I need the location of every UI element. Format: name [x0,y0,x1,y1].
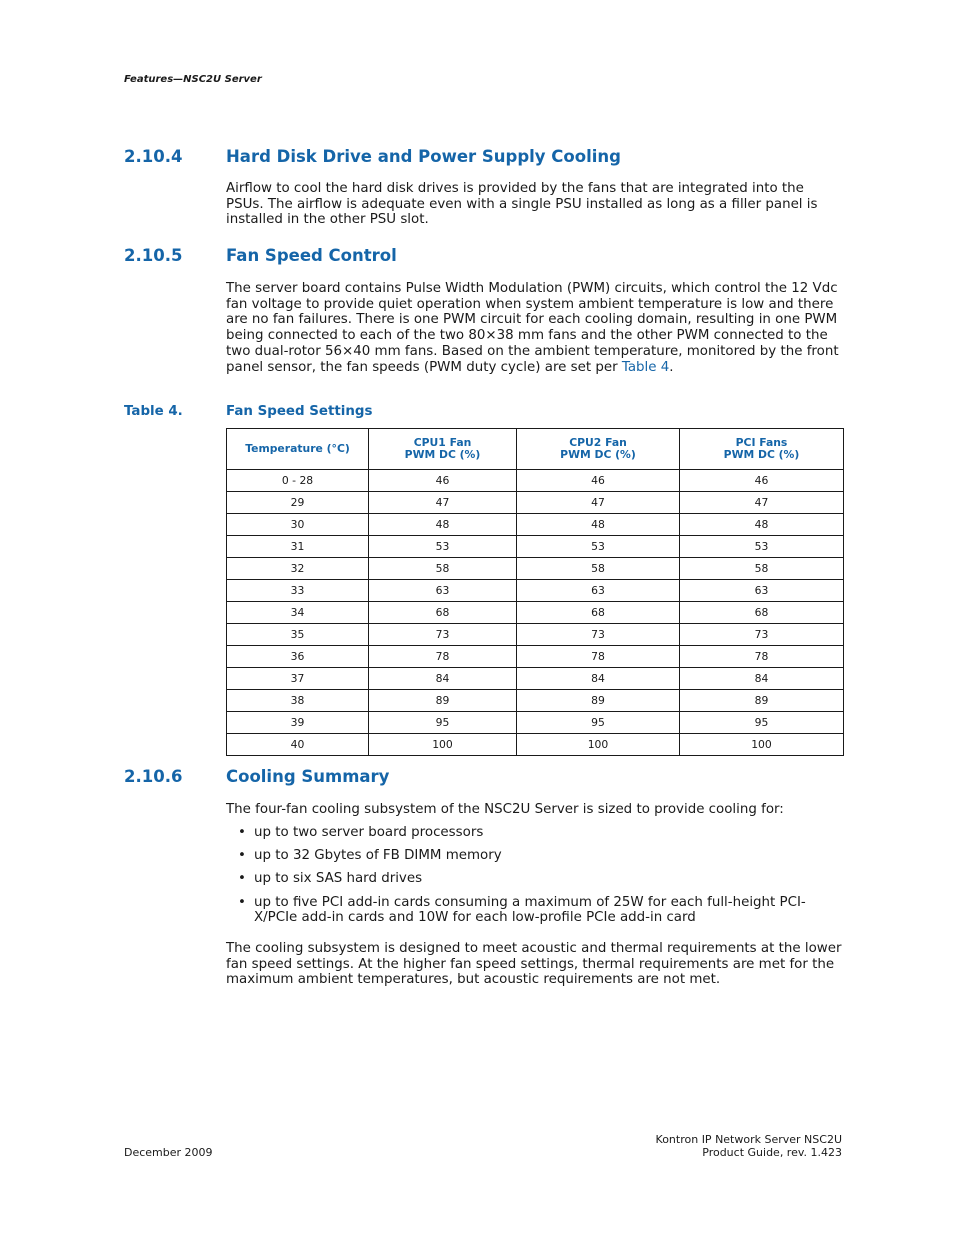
section-number: 2.10.4 [124,147,183,166]
table-cell: 73 [680,624,844,646]
fan-speed-settings-table [226,428,844,756]
table-cell: 95 [517,712,680,734]
table-cell: 78 [680,646,844,668]
table-cell: 63 [517,580,680,602]
table-cell: 38 [227,690,369,712]
table-4-link[interactable]: Table 4 [621,359,670,375]
table-cell: 84 [517,668,680,690]
table-row [227,690,844,712]
table-cell: 78 [517,646,680,668]
cooling-summary-intro [226,802,844,818]
footer-date: December 2009 [124,1146,213,1159]
paragraph-text: The four-fan cooling subsystem of the NSC2U Server is sized to provide cooling for: [226,802,784,817]
list-item: • up to five PCI add-in cards consuming a maximum of 25W for each full-height PCI-X/PCIe add-in cards and 10W for each low-profile PCIe add-in card [238,894,806,926]
table-cell: 100 [517,734,680,756]
paragraph-text [226,281,844,375]
table-cell: 35 [227,624,369,646]
table-cell: 46 [369,470,517,492]
table-cell: 84 [369,668,517,690]
table-cell: 39 [227,712,369,734]
table-cell: 29 [227,492,369,514]
table-row [227,646,844,668]
table-cell: 73 [517,624,680,646]
table-cell: 63 [680,580,844,602]
header-cpu1-fan: CPU1 Fan PWM DC (%) [369,429,517,470]
table-cell: 58 [680,558,844,580]
table-cell: 34 [227,602,369,624]
table-cell: 47 [517,492,680,514]
table-header-row [227,429,844,470]
table-cell: 46 [680,470,844,492]
table-cell: 95 [369,712,517,734]
cooling-capability-list [238,825,838,934]
table-row [227,712,844,734]
list-item: • up to 32 Gbytes of FB DIMM memory [238,848,502,864]
section-heading-fan-speed-control [124,246,397,265]
footer-product [656,1133,842,1159]
table-cell: 89 [517,690,680,712]
section-title: Fan Speed Control [226,246,397,265]
table-cell: 100 [680,734,844,756]
table-cell: 0 - 28 [227,470,369,492]
paragraph-body: The server board contains Pulse Width Modulation (PWM) circuits, which control the 12 Vdc fan voltage to provide quiet operation when system ambient temperature is low and there are no fan failures. There is one PWM circuit for each cooling domain, resulting in one PWM being connected to each of the two 80×38 mm fans and the other PWM connected to the two dual-rotor 56×40 mm fans. Based on the ambient temperature, monitored by the front panel sensor, the fan speeds (PWM duty cycle) are set per [226,281,839,375]
table-cell: 31 [227,536,369,558]
cooling-summary-closing [226,941,844,988]
table-caption [124,404,372,419]
table-cell: 40 [227,734,369,756]
table-cell: 46 [517,470,680,492]
footer-product-line1: Kontron IP Network Server NSC2U [655,1133,842,1146]
section-heading-cooling-summary [124,767,389,786]
section-title: Cooling Summary [226,767,390,786]
paragraph-text: The cooling subsystem is designed to meet acoustic and thermal requirements at the lower fan speed settings. At the higher fan speed settings, thermal requirements are met for the maximum ambient temperatures, but acoustic requirements are not met. [226,941,842,988]
section-title: Hard Disk Drive and Power Supply Cooling [226,147,621,166]
table-row [227,580,844,602]
header-pci-fans: PCI Fans PWM DC (%) [680,429,844,470]
table-cell: 47 [680,492,844,514]
table-cell: 78 [369,646,517,668]
table-cell: 48 [517,514,680,536]
table-cell: 48 [680,514,844,536]
table-cell: 47 [369,492,517,514]
table-row [227,536,844,558]
table-cell: 53 [517,536,680,558]
table-cell: 100 [369,734,517,756]
footer-product-line2: Product Guide, rev. 1.423 [702,1146,842,1159]
section-number: 2.10.6 [124,767,183,786]
table-row [227,624,844,646]
table-cell: 89 [369,690,517,712]
list-item: • up to two server board processors [238,825,484,840]
hdd-psu-cooling-paragraph [226,181,844,228]
table-cell: 95 [680,712,844,734]
header-cpu2-fan: CPU2 Fan PWM DC (%) [517,429,680,470]
section-heading-hdd-psu-cooling [124,147,621,166]
fan-speed-control-paragraph [226,281,844,375]
table-row [227,514,844,536]
list-item: • up to six SAS hard drives [238,871,423,887]
table-cell: 84 [680,668,844,690]
table-cell: 68 [680,602,844,624]
table-cell: 53 [369,536,517,558]
table-row [227,734,844,756]
table-cell: 36 [227,646,369,668]
table-row [227,470,844,492]
running-header: Features—NSC2U Server [124,74,262,85]
table-row [227,492,844,514]
table-row [227,558,844,580]
header-temperature: Temperature (°C) [227,429,369,470]
table-row [227,602,844,624]
table-cell: 30 [227,514,369,536]
table-row [227,668,844,690]
table-cell: 32 [227,558,369,580]
table-cell: 89 [680,690,844,712]
table-caption-number: Table 4. [124,404,183,419]
table-cell: 37 [227,668,369,690]
paragraph-text: Airflow to cool the hard disk drives is provided by the fans that are integrated into the PSUs. The airflow is adequate even with a single PSU installed as long as a filler panel is installed in the other PSU slot. [226,181,818,228]
table-caption-title: Fan Speed Settings [226,404,373,419]
paragraph-end: . [669,359,674,375]
table-cell: 48 [369,514,517,536]
section-number: 2.10.5 [124,246,183,265]
table-cell: 68 [369,602,517,624]
table-cell: 63 [369,580,517,602]
table-cell: 33 [227,580,369,602]
table-cell: 58 [369,558,517,580]
table-cell: 58 [517,558,680,580]
table-cell: 73 [369,624,517,646]
table-cell: 68 [517,602,680,624]
table-cell: 53 [680,536,844,558]
